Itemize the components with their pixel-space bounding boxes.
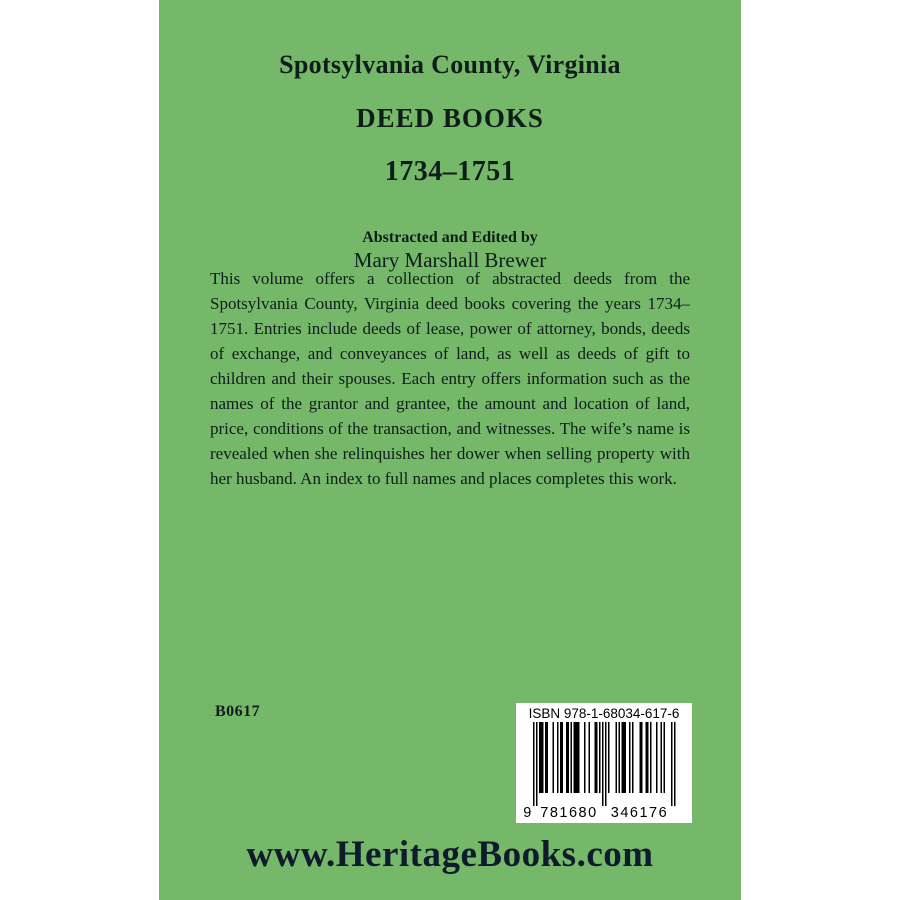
ean13-barcode-image	[522, 722, 686, 819]
book-back-cover	[159, 0, 741, 900]
isbn-label: ISBN 978-1-68034-617-6	[528, 706, 680, 721]
book-region-title: Spotsylvania County, Virginia	[279, 50, 621, 79]
barcode-digit-group: 346176	[610, 805, 669, 819]
book-description: This volume offers a collection of abstracted deeds from the Spotsylvania County, Virginia deed books covering the years 1734–1751. Entries include deeds of lease, power of attorney, bonds, deeds of exchange, and conveyances of land, as well as deeds of gift to children and their spouses. Each entry offers information such as the names of the grantor and grantee, the amount and location of land, price, conditions of the transaction, and witnesses. The wife’s name is revealed when she relinquishes her dower when selling property with her husband. An index to full names and places completes this work.	[210, 269, 690, 488]
barcode-digit-group: 781680	[540, 805, 598, 819]
publisher-website: www.HeritageBooks.com	[246, 834, 654, 875]
author-name: Mary Marshall Brewer	[353, 248, 547, 272]
catalog-number: B0617	[215, 703, 261, 720]
barcode-digit-group: 9	[523, 805, 533, 819]
isbn-barcode-panel	[516, 703, 692, 823]
byline-label: Abstracted and Edited by	[362, 229, 538, 246]
book-years: 1734–1751	[384, 156, 516, 187]
book-title: DEED BOOKS	[356, 103, 544, 133]
